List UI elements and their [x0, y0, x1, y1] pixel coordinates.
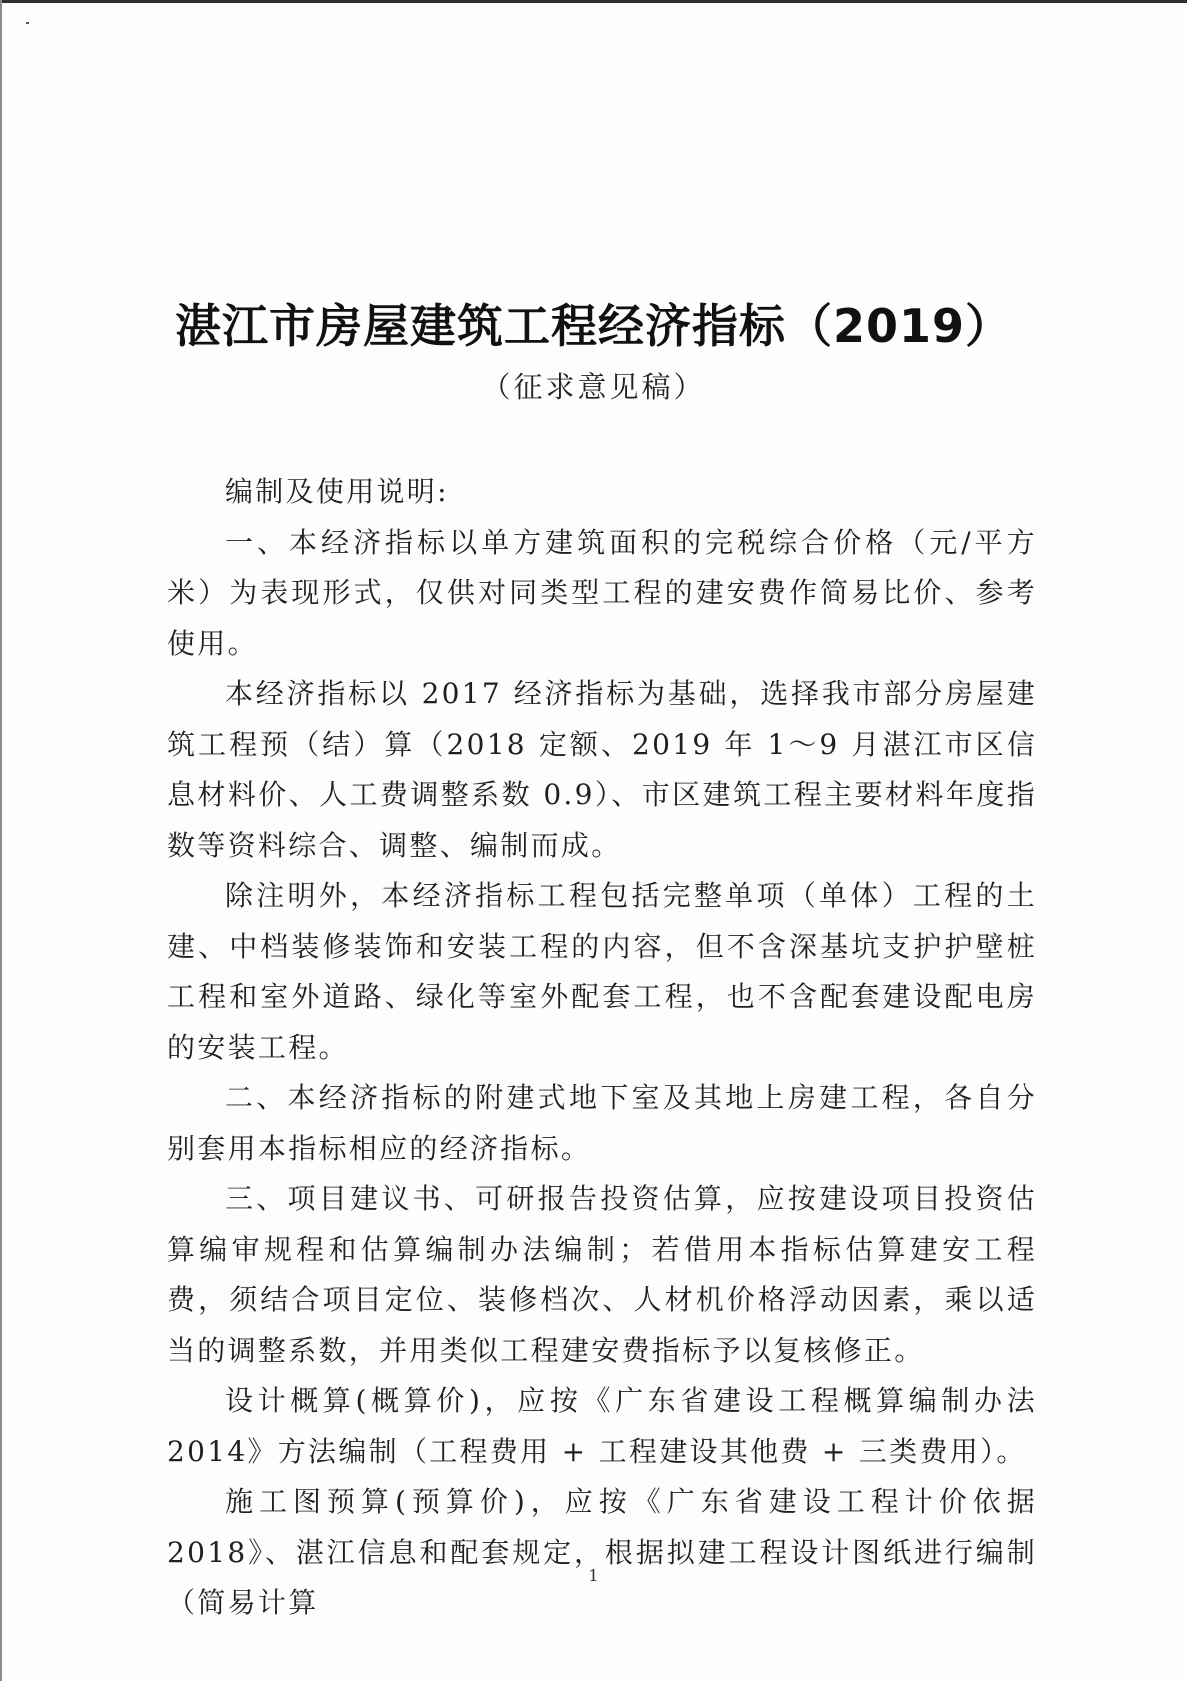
section-heading: 编制及使用说明: — [225, 475, 449, 508]
paragraph: 二、本经济指标的附建式地下室及其地上房建工程，各自分别套用本指标相应的经济指标。 — [167, 1081, 1037, 1165]
paragraph: 施工图预算(预算价)，应按《广东省建设工程计价依据 2018》、湛江信息和配套规定，根据拟建工程设计图纸进行编制（简易计算 — [167, 1485, 1037, 1619]
paragraph: 设计概算(概算价)，应按《广东省建设工程概算编制办法 2014》方法编制（工程费用 + 工程建设其他费 + 三类费用）。 — [167, 1384, 1037, 1468]
scan-border-left — [0, 0, 2, 1681]
scan-speck — [26, 22, 29, 24]
document-title: 湛江市房屋建筑工程经济指标（2019） — [174, 299, 1013, 353]
paragraph: 除注明外，本经济指标工程包括完整单项（单体）工程的土建、中档装修装饰和安装工程的内容，但不含深基坑支护护壁桩工程和室外道路、绿化等室外配套工程，也不含配套建设配电房的安装工程。 — [167, 879, 1037, 1064]
scan-border-top — [0, 0, 1187, 3]
paragraph: 一、本经济指标以单方建筑面积的完税综合价格（元/平方米）为表现形式，仅供对同类型工程的建安费作简易比价、参考使用。 — [167, 525, 1037, 660]
page-number: 1 — [588, 1566, 599, 1585]
document-subtitle: （征求意见稿） — [481, 370, 706, 404]
paragraph: 三、项目建议书、可研报告投资估算，应按建设项目投资估算编审规程和估算编制办法编制；若借用本指标估算建安工程费，须结合项目定位、装修档次、人材机价格浮动因素，乘以适当的调整系数，并用类似工程建安费指标予以复核修正。 — [167, 1182, 1037, 1367]
document-body — [167, 467, 1037, 1629]
paragraph: 本经济指标以 2017 经济指标为基础，选择我市部分房屋建筑工程预（结）算（2018 定额、2019 年 1～9 月湛江市区信息材料价、人工费调整系数 0.9）、市区建筑工程主要材料年度指数等资料综合、调整、编制而成。 — [167, 677, 1037, 862]
